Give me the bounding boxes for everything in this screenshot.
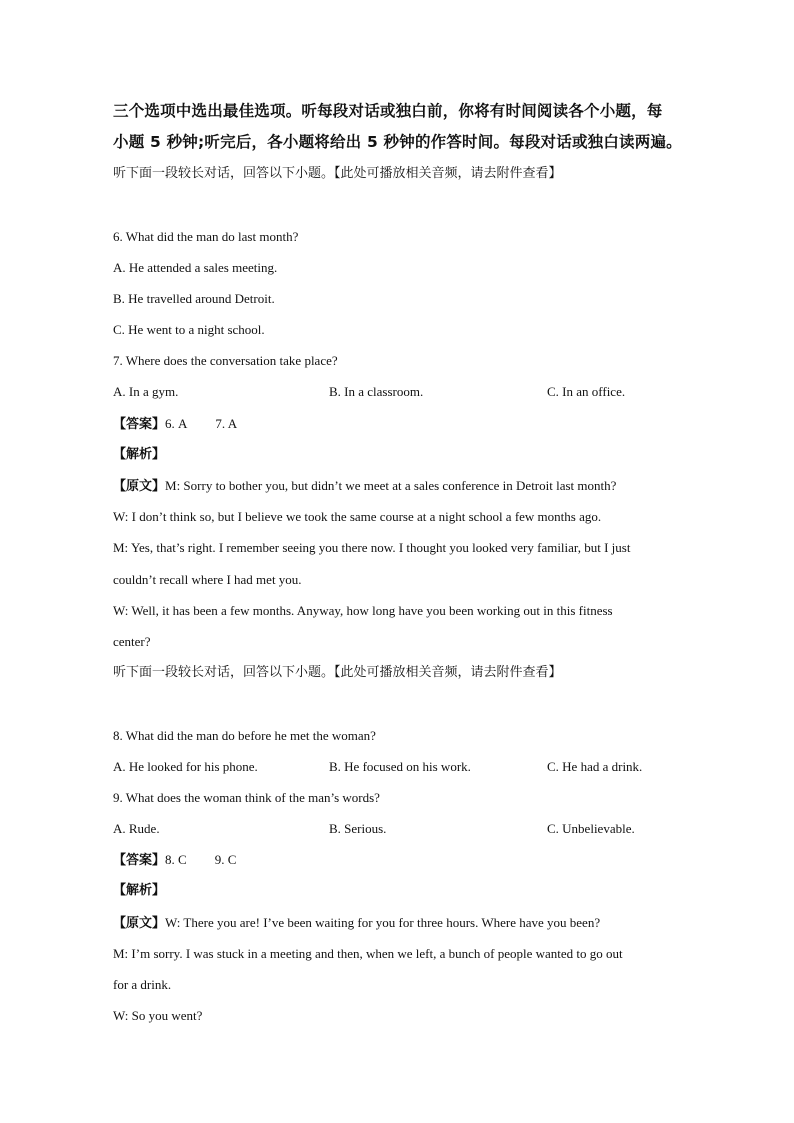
- transcript-1-line-6: center?: [113, 634, 151, 649]
- q8-option-b: B. He focused on his work.: [329, 759, 471, 774]
- transcript-1-line-4: couldn’t recall where I had met you.: [113, 572, 302, 587]
- answer-6: 6. A: [165, 416, 188, 431]
- answer-7: 7. A: [215, 416, 238, 431]
- transcript-2-line-3: for a drink.: [113, 977, 172, 992]
- answer-tag: 【答案】: [113, 417, 166, 432]
- q7-option-b: B. In a classroom.: [329, 384, 424, 399]
- transcript-1-line-1: [113, 478, 616, 495]
- transcript-1-line-2: W: I don’t think so, but I believe we took the same course at a night school a few months ago.: [113, 509, 602, 524]
- q8-option-a: A. He looked for his phone.: [113, 759, 258, 774]
- answer-tag: 【答案】: [113, 853, 166, 868]
- question-9: 9. What does the woman think of the man’s words?: [113, 790, 380, 805]
- question-6: 6. What did the man do last month?: [113, 229, 299, 244]
- q9-option-b: B. Serious.: [329, 821, 387, 836]
- answer-9: 9. C: [214, 852, 237, 867]
- q6-option-a: A. He attended a sales meeting.: [113, 260, 278, 275]
- intro-line-2: 小题 5 秒钟;听完后，各小题将给出 5 秒钟的作答时间。每段对话或独白读两遍。: [113, 133, 682, 151]
- section2-instruction: 听下面一段较长对话，回答以下小题。【此处可播放相关音频，请去附件查看】: [113, 665, 562, 680]
- answer-row-2: [113, 852, 236, 869]
- q7-option-a: A. In a gym.: [113, 384, 179, 399]
- transcript-text: M: Sorry to bother you, but didn’t we meet at a sales conference in Detroit last month?: [165, 478, 617, 493]
- q7-option-c: C. In an office.: [547, 384, 626, 399]
- question-8: 8. What did the man do before he met the woman?: [113, 728, 376, 743]
- transcript-1-line-3: M: Yes, that’s right. I remember seeing you there now. I thought you looked very familiar, but I just: [113, 540, 631, 555]
- intro-line-1: 三个选项中选出最佳选项。听每段对话或独白前，你将有时间阅读各个小题，每: [113, 102, 663, 120]
- answer-8: 8. C: [165, 852, 187, 867]
- analysis-tag-2: 【解析】: [113, 883, 166, 898]
- q9-option-a: A. Rude.: [113, 821, 160, 836]
- q6-option-b: B. He travelled around Detroit.: [113, 291, 275, 306]
- q9-option-c: C. Unbelievable.: [547, 821, 635, 836]
- question-7: 7. Where does the conversation take place?: [113, 353, 338, 368]
- q8-option-c: C. He had a drink.: [547, 759, 643, 774]
- transcript-tag: 【原文】: [113, 479, 166, 494]
- analysis-tag-1: 【解析】: [113, 447, 166, 462]
- transcript-2-line-2: M: I’m sorry. I was stuck in a meeting and then, when we left, a bunch of people wanted to go out: [113, 946, 623, 961]
- transcript-2-line-4: W: So you went?: [113, 1008, 203, 1023]
- q6-option-c: C. He went to a night school.: [113, 322, 265, 337]
- transcript-text: W: There you are! I’ve been waiting for you for three hours. Where have you been?: [165, 915, 601, 930]
- transcript-1-line-5: W: Well, it has been a few months. Anyway, how long have you been working out in this fitness: [113, 603, 613, 618]
- section1-instruction: 听下面一段较长对话，回答以下小题。【此处可播放相关音频，请去附件查看】: [113, 166, 562, 181]
- transcript-tag: 【原文】: [113, 916, 166, 931]
- transcript-2-line-1: [113, 915, 600, 932]
- answer-row-1: [113, 416, 237, 433]
